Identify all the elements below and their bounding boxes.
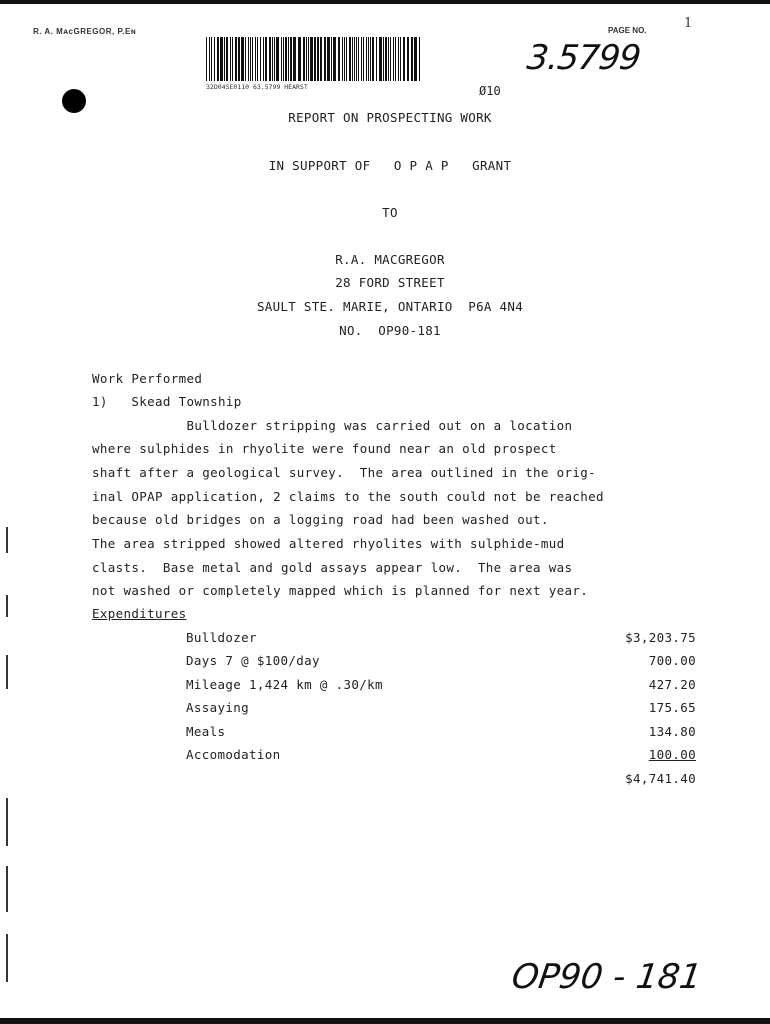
expense-amount: 100.00 xyxy=(648,747,696,762)
document-code: Ø10 xyxy=(479,84,501,98)
grant-number: NO. OP90-181 xyxy=(339,323,441,338)
expense-amount: 427.20 xyxy=(648,677,696,692)
page-number: 1 xyxy=(684,16,693,31)
report-subtitle: IN SUPPORT OF O P A P GRANT xyxy=(268,158,512,173)
paragraph-line: Bulldozer stripping was carried out on a location xyxy=(92,418,573,433)
paragraph-line: because old bridges on a logging road had been washed out. xyxy=(92,512,549,527)
paragraph-line: shaft after a geological survey. The area outlined in the orig- xyxy=(92,465,597,480)
paragraph-line: The area stripped showed altered rhyolites with sulphide-mud xyxy=(92,536,565,551)
expense-amount: 134.80 xyxy=(648,724,696,739)
expenditures-total: $4,741.40 xyxy=(625,771,696,786)
margin-mark xyxy=(6,934,8,982)
expenditures-heading: Expenditures xyxy=(92,606,187,621)
top-border xyxy=(0,0,770,4)
paragraph-line: where sulphides in rhyolite were found near an old prospect xyxy=(92,441,557,456)
expense-item: Accomodation xyxy=(186,747,281,762)
report-title: REPORT ON PROSPECTING WORK xyxy=(288,110,492,125)
report-to: TO xyxy=(382,205,398,220)
letterhead: R. A. MᴀcGREGOR, P.Eɴ xyxy=(33,27,137,36)
expense-item: Meals xyxy=(186,724,226,739)
margin-mark xyxy=(6,595,8,617)
recipient-city: SAULT STE. MARIE, ONTARIO P6A 4N4 xyxy=(256,299,524,314)
margin-mark xyxy=(6,798,8,846)
bottom-border xyxy=(0,1018,770,1024)
paragraph-line: inal OPAP application, 2 claims to the south could not be reached xyxy=(92,489,604,504)
margin-mark xyxy=(6,527,8,553)
handwritten-file-number: 3.5799 xyxy=(524,38,643,78)
subsection-heading: 1) Skead Township xyxy=(92,394,242,409)
recipient-name: R.A. MACGREGOR xyxy=(335,252,445,267)
section-heading: Work Performed xyxy=(92,371,203,386)
expense-amount: 700.00 xyxy=(648,653,696,668)
barcode-image xyxy=(206,37,422,81)
expense-amount: 175.65 xyxy=(648,700,696,715)
margin-mark xyxy=(6,655,8,689)
paragraph-line: not washed or completely mapped which is planned for next year. xyxy=(92,583,589,598)
expense-item: Mileage 1,424 km @ .30/km xyxy=(186,677,383,692)
page-number-label: PAGE NO. xyxy=(608,26,647,35)
expense-item: Bulldozer xyxy=(186,630,257,645)
paragraph-line: clasts. Base metal and gold assays appear low. The area was xyxy=(92,560,573,575)
expense-item: Days 7 @ $100/day xyxy=(186,653,320,668)
expense-amount: $3,203.75 xyxy=(625,630,696,645)
margin-mark xyxy=(6,866,8,912)
barcode-text: 32D04SE0110 63.5799 HEARST xyxy=(206,83,308,91)
expense-item: Assaying xyxy=(186,700,250,715)
recipient-street: 28 FORD STREET xyxy=(335,275,445,290)
handwritten-grant-number: OP90 - 181 xyxy=(509,957,705,997)
